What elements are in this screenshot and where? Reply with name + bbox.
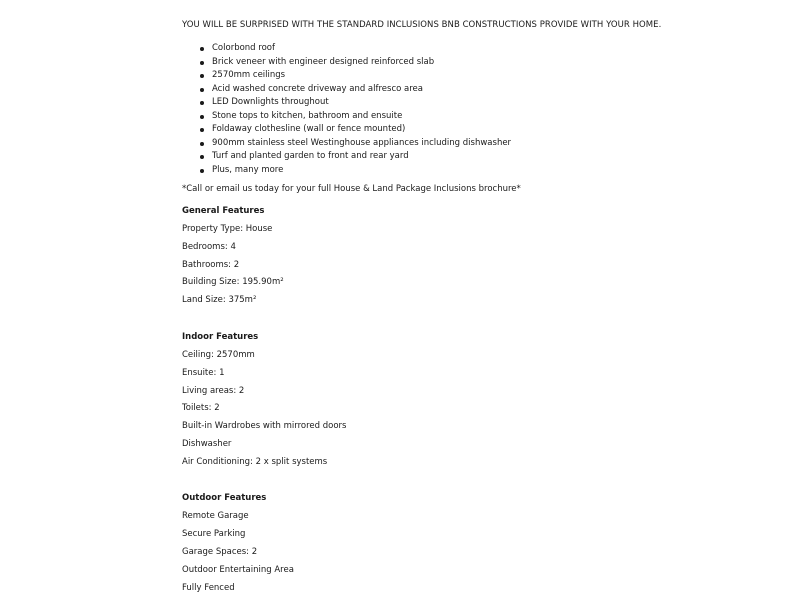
inclusion-label: Turf and planted garden to front and rear yard	[212, 151, 409, 161]
inclusions-list	[182, 42, 511, 177]
list-item	[182, 83, 511, 97]
bullet-icon	[200, 115, 204, 119]
inclusion-label: Colorbond roof	[212, 43, 275, 53]
list-item	[182, 56, 511, 70]
feature-garage-spaces: Garage Spaces: 2	[182, 547, 258, 557]
inclusion-label: Stone tops to kitchen, bathroom and ensuite	[212, 110, 403, 121]
feature-bedrooms: Bedrooms: 4	[182, 242, 236, 252]
inclusion-label: 2570mm ceilings	[212, 70, 286, 80]
brochure-call-to-action: *Call or email us today for your full House & Land Package Inclusions brochure*	[182, 184, 521, 194]
list-item	[182, 96, 511, 110]
feature-fully-fenced: Fully Fenced	[182, 583, 235, 593]
list-item	[182, 137, 511, 151]
bullet-icon	[200, 142, 204, 146]
feature-wardrobes: Built-in Wardrobes with mirrored doors	[182, 421, 347, 431]
feature-ceiling: Ceiling: 2570mm	[182, 350, 255, 360]
bullet-icon	[200, 101, 204, 105]
list-item	[182, 110, 511, 124]
feature-secure-parking: Secure Parking	[182, 529, 246, 539]
inclusion-label: LED Downlights throughout	[212, 97, 329, 107]
feature-property-type: Property Type: House	[182, 224, 273, 234]
feature-bathrooms: Bathrooms: 2	[182, 260, 240, 270]
list-item	[182, 42, 511, 56]
bullet-icon	[200, 128, 204, 132]
bullet-icon	[200, 169, 204, 173]
bullet-icon	[200, 88, 204, 92]
outdoor-features-title: Outdoor Features	[182, 493, 267, 503]
list-item	[182, 69, 511, 83]
feature-outdoor-entertaining: Outdoor Entertaining Area	[182, 565, 294, 575]
feature-ensuite: Ensuite: 1	[182, 368, 225, 378]
bullet-icon	[200, 74, 204, 78]
inclusion-label: 900mm stainless steel Westinghouse appliances including dishwasher	[212, 137, 512, 148]
feature-living-areas: Living areas: 2	[182, 386, 245, 396]
intro-heading: YOU WILL BE SURPRISED WITH THE STANDARD INCLUSIONS BNB CONSTRUCTIONS PROVIDE WITH YOUR HOME.	[182, 20, 662, 30]
feature-building-size: Building Size: 195.90m²	[182, 277, 284, 287]
indoor-features-title: Indoor Features	[182, 332, 259, 342]
inclusion-label: Acid washed concrete driveway and alfresco area	[212, 83, 423, 94]
general-features-title: General Features	[182, 206, 265, 216]
inclusion-label: Brick veneer with engineer designed reinforced slab	[212, 56, 435, 67]
feature-land-size: Land Size: 375m²	[182, 295, 257, 305]
list-item	[182, 123, 511, 137]
bullet-icon	[200, 155, 204, 159]
list-item	[182, 164, 511, 178]
feature-remote-garage: Remote Garage	[182, 511, 249, 521]
feature-dishwasher: Dishwasher	[182, 439, 232, 449]
inclusion-label: Plus, many more	[212, 164, 284, 175]
bullet-icon	[200, 61, 204, 65]
list-item	[182, 150, 511, 164]
inclusion-label: Foldaway clothesline (wall or fence mounted)	[212, 124, 406, 134]
feature-toilets: Toilets: 2	[182, 403, 220, 413]
bullet-icon	[200, 47, 204, 51]
feature-air-conditioning: Air Conditioning: 2 x split systems	[182, 457, 328, 467]
